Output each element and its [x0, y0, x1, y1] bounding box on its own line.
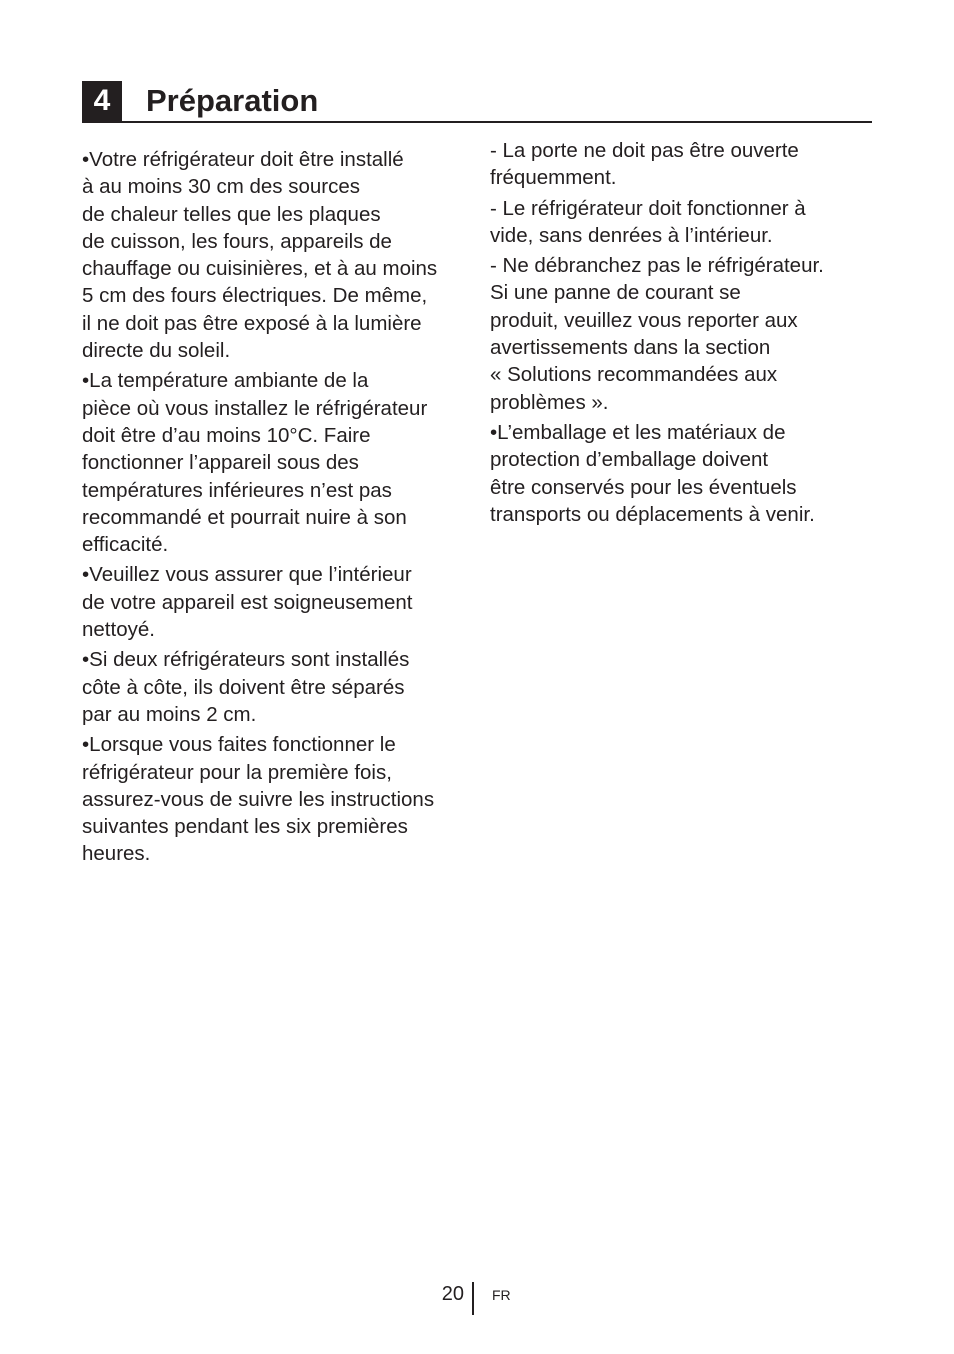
footer-divider [472, 1282, 474, 1315]
section-number-badge: 4 [82, 81, 122, 121]
page-number: 20 [441, 1283, 464, 1305]
paragraph-do-not-unplug: - Ne débranchez pas le réfrigérateur. Si une panne de courant se produit, veuillez vous reporter aux avertissements dans la section « Solutions recommandées aux problèmes ». [490, 254, 824, 414]
paragraph-installation-distance: •Votre réfrigérateur doit être installé à au moins 30 cm des sources de chaleur telles que les plaques de cuisson, les fours, appareils de chauffage ou cuisinières, et à au moins 5 cm des fours électriques. De même, il ne doit pas être exposé à la lumière directe du soleil. [82, 148, 438, 363]
paragraph-side-by-side: •Si deux réfrigérateurs sont installés côte à côte, ils doivent être séparés par au moins 2 cm. [82, 648, 410, 726]
paragraph-clean-interior: •Veuillez vous assurer que l’intérieur de votre appareil est soigneusement nettoyé. [82, 563, 413, 642]
paragraph-door-opening: - La porte ne doit pas être ouverte fréquemment. [490, 139, 799, 190]
section-header [82, 81, 872, 123]
paragraph-ambient-temperature: •La température ambiante de la pièce où vous installez le réfrigérateur doit être d’au moins 10°C. Faire fonctionner l’appareil sous des températures inférieures n’est pas recommandé et pourrait nuire à son efficacité. [82, 369, 428, 557]
right-column [490, 137, 870, 531]
page-footer [0, 1280, 954, 1316]
paragraph-packaging: •L’emballage et les matériaux de protection d’emballage doivent être conservés pour les éventuels transports ou déplacements à venir. [490, 420, 815, 526]
paragraph-first-use: •Lorsque vous faites fonctionner le réfrigérateur pour la première fois, assurez-vous de suivre les instructions suivantes pendant les six premières heures. [82, 733, 435, 866]
left-column [82, 146, 470, 871]
page-title: Préparation [146, 83, 319, 118]
language-code: FR [492, 1287, 511, 1303]
paragraph-empty-operation: - Le réfrigérateur doit fonctionner à vide, sans denrées à l’intérieur. [490, 196, 806, 247]
